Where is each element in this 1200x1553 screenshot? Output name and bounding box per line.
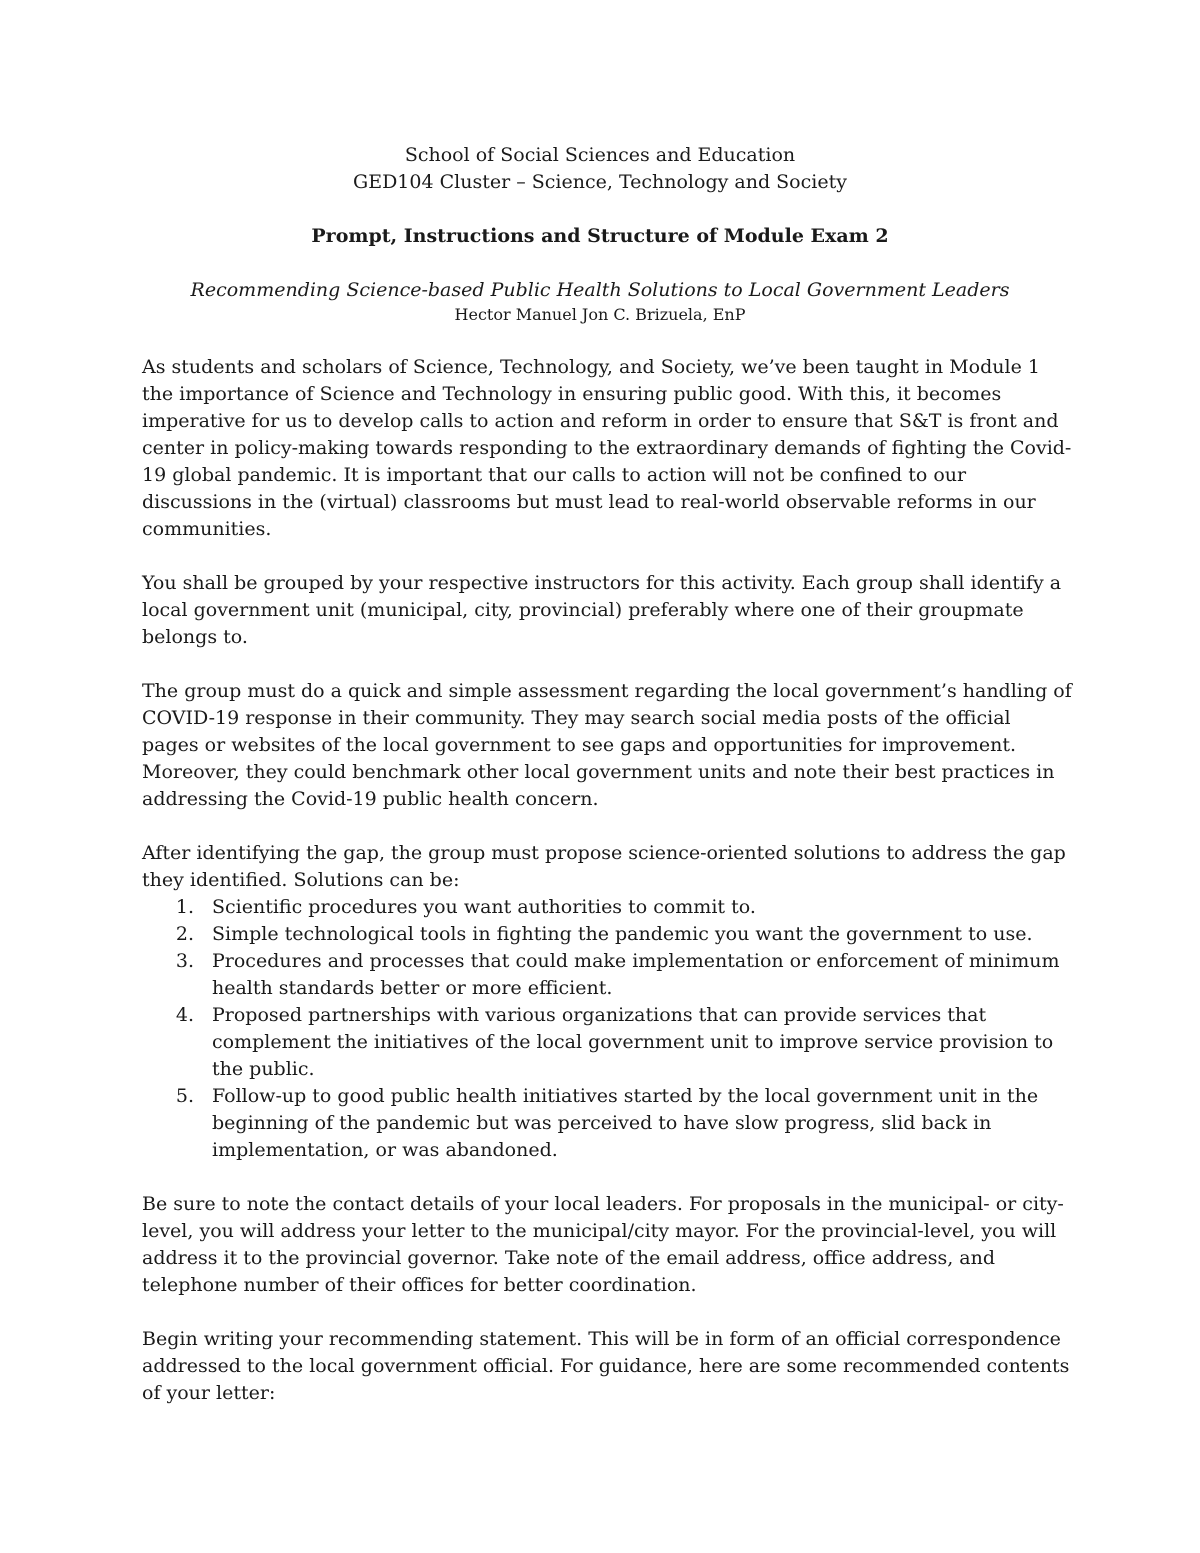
author-name: Hector Manuel Jon C. Brizuela, EnP (454, 305, 746, 324)
list-item-text: Follow-up to good public health initiatives started by the local government unit in the beginning of the pandemic but was perceived to have slow progress, slid back in implementation, or was abandoned. (212, 1085, 1039, 1161)
list-item-number: 1. (175, 896, 194, 918)
paragraph-intro: As students and scholars of Science, Technology, and Society, we’ve been taught in Module 1 the importance of Science and Technology in ensuring public good. With this, it becomes imperative for us to develop calls to action and reform in order to ensure that S&T is front and center in policy-making towards responding to the extraordinary demands of fighting the Covid-19 global pandemic. It is important that our calls to action will not be confined to our discussions in the (virtual) classrooms but must lead to real-world observable reforms in our communities. (142, 356, 1072, 540)
list-item-number: 3. (175, 950, 194, 972)
document-body (142, 354, 1072, 1434)
list-item-text: Simple technological tools in fighting the pandemic you want the government to use. (212, 923, 1033, 945)
paragraph-contact-details: Be sure to note the contact details of your local leaders. For proposals in the municipal- or city-level, you will address your letter to the municipal/city mayor. For the provincial-level, you will address it to the provincial governor. Take note of the email address, office address, and telephone number of their offices for better coordination. (142, 1193, 1064, 1296)
paragraph-assessment: The group must do a quick and simple assessment regarding the local government’s handling of COVID-19 response in their community. They may search social media posts of the official pages or websites of the local government to see gaps and opportunities for improvement. Moreover, they could benchmark other local government units and note their best practices in addressing the Covid-19 public health concern. (142, 680, 1072, 810)
list-item (175, 921, 1072, 948)
course-cluster: GED104 Cluster – Science, Technology and Society (353, 171, 847, 193)
title-block (0, 223, 1200, 250)
list-item-number: 5. (175, 1085, 194, 1107)
list-item (175, 948, 1072, 1002)
document-title: Prompt, Instructions and Structure of Module Exam 2 (311, 225, 889, 247)
solutions-list (142, 894, 1072, 1164)
list-item-number: 2. (175, 923, 194, 945)
paragraph-letter-guidance: Begin writing your recommending statement. This will be in form of an official correspondence addressed to the local government official. For guidance, here are some recommended contents of your letter: (142, 1328, 1070, 1404)
list-item (175, 1002, 1072, 1083)
list-item-text: Proposed partnerships with various organizations that can provide services that complement the initiatives of the local government unit to improve service provision to the public. (212, 1004, 1054, 1080)
paragraph-solutions-intro: After identifying the gap, the group must propose science-oriented solutions to address the gap they identified. Solutions can be: (142, 842, 1066, 891)
list-item (175, 1083, 1072, 1164)
document-subtitle: Recommending Science-based Public Health Solutions to Local Government Leaders (190, 279, 1010, 301)
paragraph-grouping: You shall be grouped by your respective instructors for this activity. Each group shall identify a local government unit (municipal, city, provincial) preferably where one of their groupmate belongs to. (142, 572, 1062, 648)
subtitle-block (0, 277, 1200, 326)
document-header (0, 142, 1200, 196)
list-item-number: 4. (175, 1004, 194, 1026)
list-item-text: Procedures and processes that could make implementation or enforcement of minimum health standards better or more efficient. (212, 950, 1060, 999)
list-item-text: Scientific procedures you want authorities to commit to. (212, 896, 756, 918)
list-item (175, 894, 1072, 921)
school-name: School of Social Sciences and Education (404, 144, 796, 166)
